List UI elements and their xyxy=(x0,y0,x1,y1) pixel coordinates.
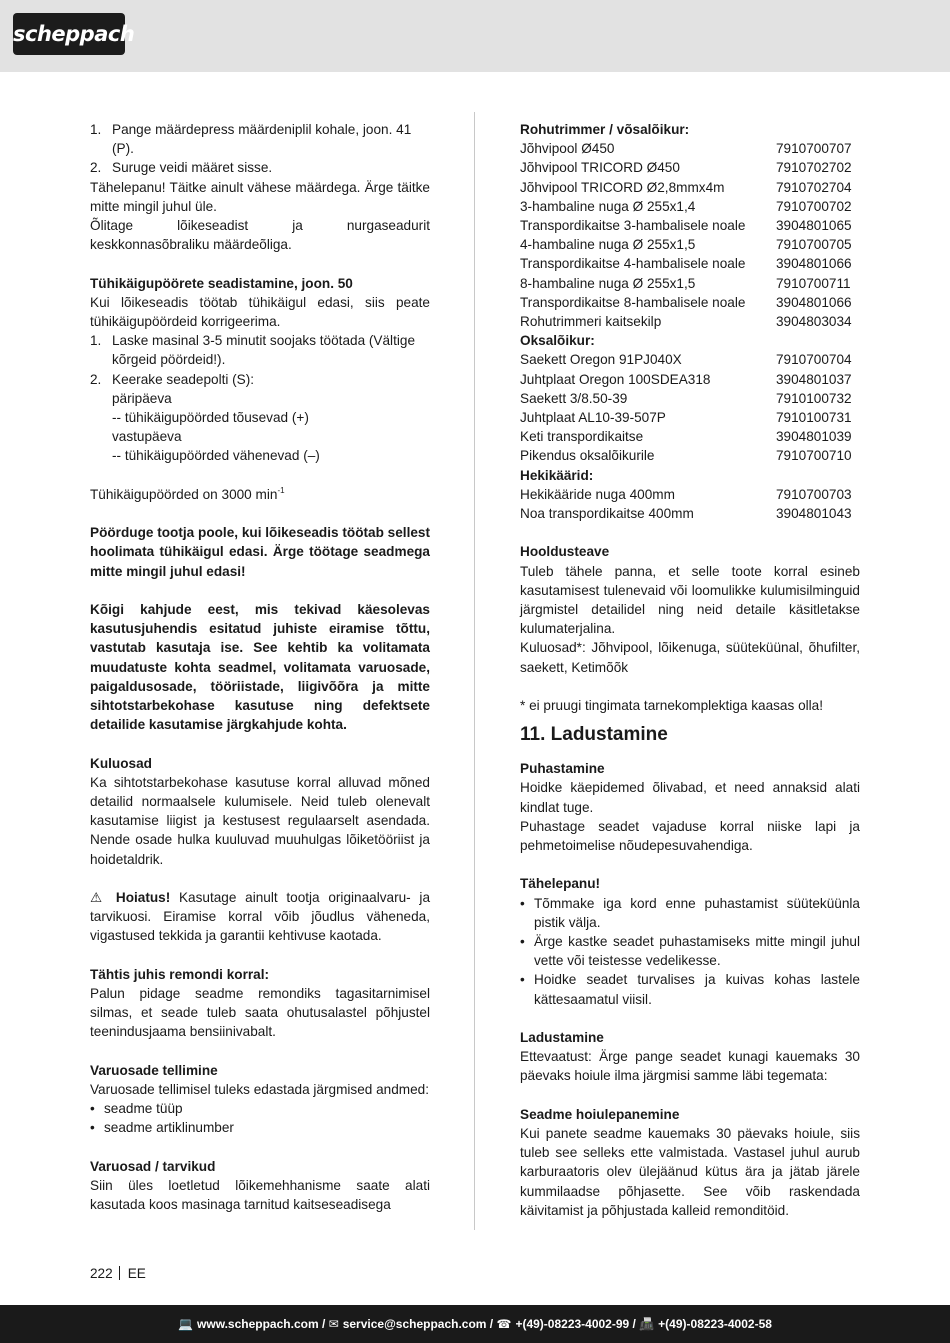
part-row xyxy=(520,485,860,504)
idle-counterclockwise: vastupäeva xyxy=(112,429,182,445)
list-item: • seadme tüüp xyxy=(90,1101,183,1117)
right-column xyxy=(520,120,860,1220)
hedge-heading: Hekikäärid: xyxy=(520,467,594,483)
part-name: Transpordikaitse 8-hambalisele noale xyxy=(520,294,746,310)
column-divider xyxy=(474,112,475,1230)
cleaning-heading: Puhastamine xyxy=(520,761,605,777)
part-number: 3904801066 xyxy=(776,256,852,272)
page-header xyxy=(0,0,950,72)
part-name: Saekett 3/8.50-39 xyxy=(520,390,628,406)
liability-notice: Kõigi kahjude eest, mis tekivad käesolevas kasutusjuhendis esitatud juhiste eiramise tõttu, vastutab kasutaja ise. See kehtib ka volitamata muudatuste kohta seadmel, volitamata varuosade, paigaldusosade, tööriistade, liigivõõra ja mitte sihtotstarbekohase kasutuse ning defektsete detailide kasutamise järgkahjude kohta. xyxy=(90,602,430,733)
service-text: Tuleb tähele panna, et selle toote korral esineb kasutamisest tulenevaid või loomulikke kulumisilminguid järgmistel detailidel ning neid detaile käsitletakse kulumaterjalina. xyxy=(520,563,860,637)
idle-step-1: 1. Laske masinal 3-5 minutit soojaks töötada (Vältige kõrgeid pöördeid!). xyxy=(90,333,415,368)
list-item: • seadme artiklinumber xyxy=(90,1120,234,1136)
part-name: Noa transpordikaitse 400mm xyxy=(520,506,694,522)
part-number: 7910702702 xyxy=(776,160,852,176)
part-number: 7910700702 xyxy=(776,198,852,214)
part-number: 7910700707 xyxy=(776,141,852,157)
idle-rpm: Tühikäigupöörded on 3000 $\min^{-1}$ xyxy=(90,485,285,502)
part-row xyxy=(520,312,860,331)
part-row xyxy=(520,254,860,273)
storage-prep-heading: Seadme hoiulepanemine xyxy=(520,1106,680,1122)
fax-icon: 📠 xyxy=(639,1317,655,1331)
grease-note: Tähelepanu! Täitke ainult vähese määrdega. Ärge täitke mitte mingil juhul üle. xyxy=(90,179,430,214)
part-number: 3904801066 xyxy=(776,294,852,310)
page-footer xyxy=(0,1305,950,1343)
part-number: 7910100732 xyxy=(776,390,852,406)
spare-parts-text: Siin üles loetletud lõikemehhanisme saate alati kasutada koos masinaga tarnitud kaitseseadisega xyxy=(90,1178,430,1213)
part-number: 7910702704 xyxy=(776,179,852,195)
part-row xyxy=(520,446,860,465)
saw-heading: Oksalõikur: xyxy=(520,333,595,349)
part-name: Keti transpordikaitse xyxy=(520,429,644,445)
part-name: Saekett Oregon 91PJ040X xyxy=(520,352,682,368)
list-item: • Tõmmake iga kord enne puhastamist süüteküünla pistik välja. xyxy=(520,895,860,930)
consumables-text: Kuluosad*: Jõhvipool, lõikenuga, süüteküünal, õhufilter, saekett, Ketimõõk xyxy=(520,640,860,675)
part-name: Pikendus oksalõikurile xyxy=(520,448,655,464)
part-row xyxy=(520,370,860,389)
wear-parts-text: Ka sihtotstarbekohase kasutuse korral alluvad mõned detailid normaalsele kulumisele. Neid tuleb olenevalt kasutamise liigist ja kestusest regulaarselt asendada. Nende osade hulka kuuluvad muuhulgas lõiketööriist ja hoidetaldrik. xyxy=(90,774,430,867)
website-link[interactable]: www.scheppach.com / xyxy=(197,1317,326,1331)
part-name: Jõhvipool Ø450 xyxy=(520,141,615,157)
wear-parts-heading: Kuluosad xyxy=(90,755,152,771)
part-row xyxy=(520,408,860,427)
part-name: Rohutrimmeri kaitsekilp xyxy=(520,314,662,330)
part-number: 7910700704 xyxy=(776,352,852,368)
part-number: 7910700705 xyxy=(776,237,852,253)
part-row xyxy=(520,139,860,158)
idle-clockwise: päripäeva xyxy=(112,390,172,406)
part-name: Jõhvipool TRICORD Ø450 xyxy=(520,160,680,176)
spare-parts-heading: Varuosad / tarvikud xyxy=(90,1158,216,1174)
cleaning-text-1: Hoidke käepidemed õlivabad, et need annaksid alati kindlat tuge. xyxy=(520,780,860,815)
part-name: Transpordikaitse 3-hambalisele noale xyxy=(520,218,746,234)
list-item: • Ärge kastke seadet puhastamiseks mitte mingil juhul vette või teistesse vedelikesse. xyxy=(520,934,860,969)
part-row xyxy=(520,350,860,369)
storage-text: Ettevaatust: Ärge pange seadet kunagi kauemaks 30 päevaks hoiule ilma järgmisi samme läbi tegemata: xyxy=(520,1049,860,1084)
repair-text: Palun pidage seadme remondiks tagasitarnimisel silmas, et seade tuleb saata ohutusalastel põhjustel teenindusjaama bensiinivabalt. xyxy=(90,986,430,1040)
idle-heading: Tühikäigupöörete seadistamine, joon. 50 xyxy=(90,275,353,291)
storage-prep-text: Kui panete seadme kauemaks 30 päevaks hoiule, siis tuleb see selleks ette valmistada. Vastasel juhul aurub karburaatoris olev ülejäänud kütus ära ja jätab järele kummilaadse põhjasette. See võib raskendada käivitamist ja põhjustada kalleid remonditöid. xyxy=(520,1126,860,1218)
storage-heading: Ladustamine xyxy=(520,1030,604,1046)
part-number: 3904801065 xyxy=(776,218,852,234)
order-heading: Varuosade tellimine xyxy=(90,1062,218,1078)
part-name: Jõhvipool TRICORD Ø2,8mmx4m xyxy=(520,179,725,195)
part-row xyxy=(520,504,860,523)
mail-icon: ✉ xyxy=(328,1317,339,1331)
part-number: 3904801043 xyxy=(776,506,852,522)
part-row xyxy=(520,293,860,312)
email-link[interactable]: service@scheppach.com / xyxy=(342,1317,494,1331)
repair-heading: Tähtis juhis remondi korral: xyxy=(90,966,270,982)
part-number: 7910700711 xyxy=(776,275,851,291)
part-name: Juhtplaat Oregon 100SDEA318 xyxy=(520,371,711,387)
part-row xyxy=(520,389,860,408)
part-number: 3904803034 xyxy=(776,314,852,330)
trimmer-heading: Rohutrimmer / võsalõikur: xyxy=(520,122,690,137)
scheppach-logo: scheppach xyxy=(13,13,125,55)
idle-increase: -- tühikäigupöörded tõusevad (+) xyxy=(112,410,309,426)
computer-icon: 💻 xyxy=(178,1317,194,1331)
chapter-title: 11. Ladustamine xyxy=(520,724,668,746)
part-name: Juhtplaat AL10-39-507P xyxy=(520,410,666,426)
service-heading: Hooldusteave xyxy=(520,544,610,560)
part-row xyxy=(520,235,860,254)
warning-icon: ⚠ xyxy=(90,890,108,906)
fax-number: +(49)-08223-4002-58 xyxy=(658,1317,772,1331)
idle-text: Kui lõikeseadis töötab tühikäigul edasi, siis peate tühikäigupöördeid korrigeerima. xyxy=(90,294,430,330)
trimmer-parts-list xyxy=(520,139,860,331)
saw-parts-list xyxy=(520,350,860,465)
idle-step-2: 2. Keerake seadepolti (S): xyxy=(90,371,255,387)
part-name: 4-hambaline nuga Ø 255x1,5 xyxy=(520,237,696,253)
cleaning-text-2: Puhastage seadet vajaduse korral niiske lapi ja pehmetoimelise nõudepesuvahendiga. xyxy=(520,818,860,854)
part-number: 3904801039 xyxy=(776,429,852,445)
idle-decrease: -- tühikäigupöörded vähenevad (–) xyxy=(112,448,320,464)
grease-step-1: 1. Pange määrdepress määrdeniplil kohale, joon. 41 (P). xyxy=(90,122,412,157)
part-number: 7910700703 xyxy=(776,486,852,502)
part-name: Transpordikaitse 4-hambalisele noale xyxy=(520,256,746,272)
part-name: 8-hambaline nuga Ø 255x1,5 xyxy=(520,275,696,291)
footnote: * ei pruugi tingimata tarnekomplektiga kaasas olla! xyxy=(520,698,824,714)
phone-icon: ☎ xyxy=(496,1317,512,1331)
oil-instruction: Õlitage lõikeseadist ja nurgaseadurit keskkonnasõbraliku määrdeõliga. xyxy=(90,218,430,253)
warning-paragraph: ⚠ Hoiatus! Kasutage ainult tootja originaalvaru- ja tarvikuosi. Eiramise korral võib jõudlus väheneda, vigastused tekkida ja garantii kehtivuse kaotada. xyxy=(90,890,430,944)
manufacturer-warning: Pöörduge tootja poole, kui lõikeseadis töötab sellest hoolimata tühikäigul edasi. Ärge töötage seadmega mitte mingil juhul edasi! xyxy=(90,525,430,579)
part-number: 7910700710 xyxy=(776,448,852,464)
order-text: Varuosade tellimisel tuleks edastada järgmised andmed: xyxy=(90,1082,430,1098)
phone-number: +(49)-08223-4002-99 / xyxy=(515,1317,636,1331)
part-number: 7910100731 xyxy=(776,410,852,426)
part-row xyxy=(520,197,860,216)
part-number: 3904801037 xyxy=(776,371,852,387)
part-name: Hekikääride nuga 400mm xyxy=(520,486,675,502)
part-row xyxy=(520,274,860,293)
list-item: • Hoidke seadet turvalises ja kuivas kohas lastele kättesaamatul viisil. xyxy=(520,972,860,1007)
part-row xyxy=(520,178,860,197)
grease-step-2: 2. Suruge veidi määret sisse. xyxy=(90,160,273,176)
left-column xyxy=(90,120,430,1214)
part-name: 3-hambaline nuga Ø 255x1,4 xyxy=(520,198,696,214)
page-number: 222 EE xyxy=(90,1266,146,1281)
part-row xyxy=(520,216,860,235)
hedge-parts-list xyxy=(520,485,860,523)
attention-heading: Tähelepanu! xyxy=(520,876,601,892)
part-row xyxy=(520,427,860,446)
part-row xyxy=(520,158,860,177)
